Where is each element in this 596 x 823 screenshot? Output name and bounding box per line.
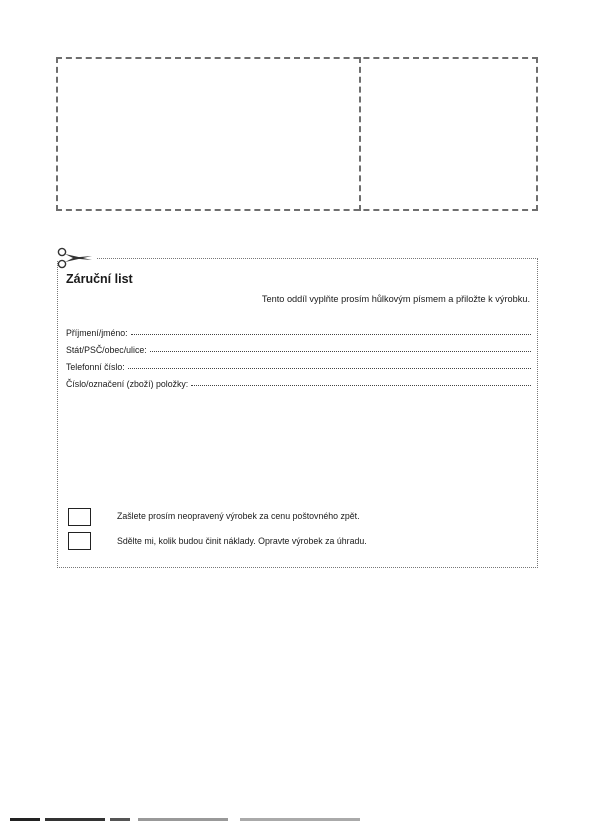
option-return-unrepaired-label: Zašlete prosím neopravený výrobek za cenu poštovného zpět.	[117, 511, 360, 521]
scissors-icon	[57, 247, 93, 269]
field-line[interactable]	[128, 368, 531, 369]
field-surname-name[interactable]	[66, 326, 531, 338]
field-address[interactable]	[66, 343, 531, 355]
field-line[interactable]	[191, 385, 531, 386]
warranty-form-box	[57, 258, 538, 568]
field-line[interactable]	[150, 351, 531, 352]
form-title: Záruční list	[66, 272, 133, 286]
field-label: Telefonní číslo:	[66, 362, 125, 372]
address-box-divider	[359, 57, 361, 211]
field-label: Číslo/označení (zboží) položky:	[66, 379, 189, 389]
checkbox-return-unrepaired[interactable]	[68, 508, 91, 526]
address-box	[56, 57, 538, 211]
field-label: Stát/PSČ/obec/ulice:	[66, 345, 147, 355]
checkbox-repair-for-fee[interactable]	[68, 532, 91, 550]
page-footer-strip	[0, 816, 400, 823]
field-line[interactable]	[131, 334, 531, 335]
field-phone[interactable]	[66, 360, 531, 372]
field-label: Příjmení/jméno:	[66, 328, 128, 338]
field-item-number[interactable]	[66, 377, 531, 389]
option-repair-for-fee-label: Sdělte mi, kolik budou činit náklady. Opravte výrobek za úhradu.	[117, 536, 367, 546]
form-instruction: Tento oddíl vyplňte prosím hůlkovým písmem a přiložte k výrobku.	[261, 294, 530, 304]
